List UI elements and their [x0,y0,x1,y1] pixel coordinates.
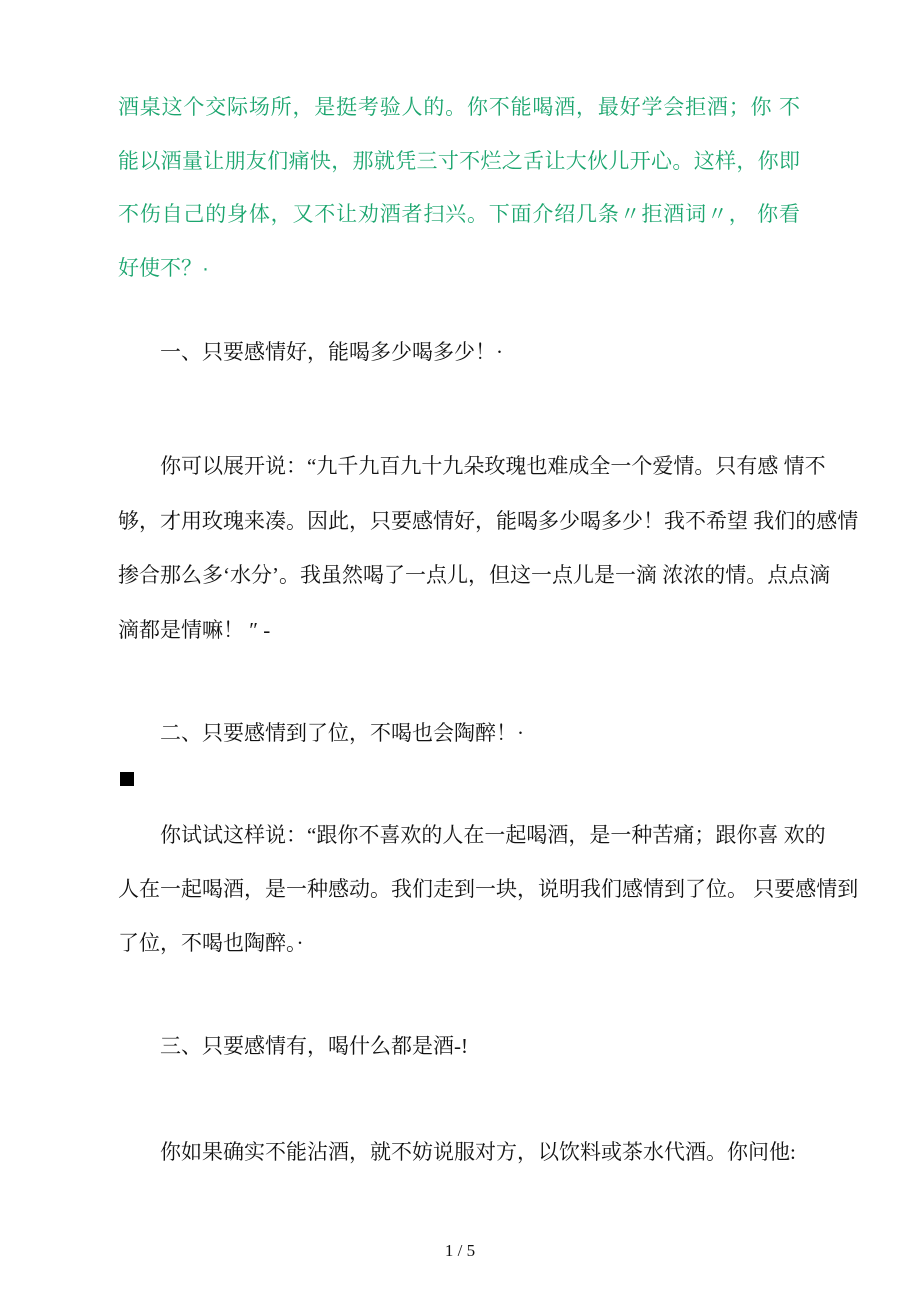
section-1-heading: 一、只要感情好，能喝多少喝多少！· [160,340,503,364]
bullet-square-icon [120,772,134,786]
intro-line: 酒桌这个交际场所，是挺考验人的。你不能喝酒，最好学会拒酒；你 不 [118,96,800,119]
section-3-line: 你如果确实不能沾酒，就不妨说服对方，以饮料或茶水代酒。你问他: [160,1140,796,1164]
section-2-line: 你试试这样说：“跟你不喜欢的人在一起喝酒，是一种苦痛；跟你喜 欢的 [160,823,826,847]
intro-line: 能以酒量让朋友们痛快，那就凭三寸不烂之舌让大伙儿开心。这样，你即 [118,150,800,173]
section-1-line: 掺合那么多‘水分’。我虽然喝了一点儿，但这一点儿是一滴 浓浓的情。点点滴 [118,563,831,587]
section-3-heading: 三、只要感情有，喝什么都是酒-! [160,1034,468,1058]
section-1-line: 你可以展开说：“九千九百九十九朵玫瑰也难成全一个爱情。只有感 情不 [160,454,826,478]
intro-line: 好使不？· [118,257,209,280]
intro-line: 不伤自己的身体，又不让劝酒者扫兴。下面介绍几条〃拒酒词〃， 你看 [118,203,800,226]
section-2-line: 人在一起喝酒，是一种感动。我们走到一块，说明我们感情到了位。 只要感情到 [118,877,859,901]
section-2-line: 了位，不喝也陶醉。· [118,931,304,955]
section-1-line: 滴都是情嘛！ ″ - [118,618,271,642]
section-2-heading: 二、只要感情到了位，不喝也会陶醉！· [160,721,524,745]
page-number: 1 / 5 [444,1241,476,1260]
section-1-line: 够，才用玫瑰来凑。因此，只要感情好，能喝多少喝多少！我不希望 我们的感情 [118,509,859,533]
